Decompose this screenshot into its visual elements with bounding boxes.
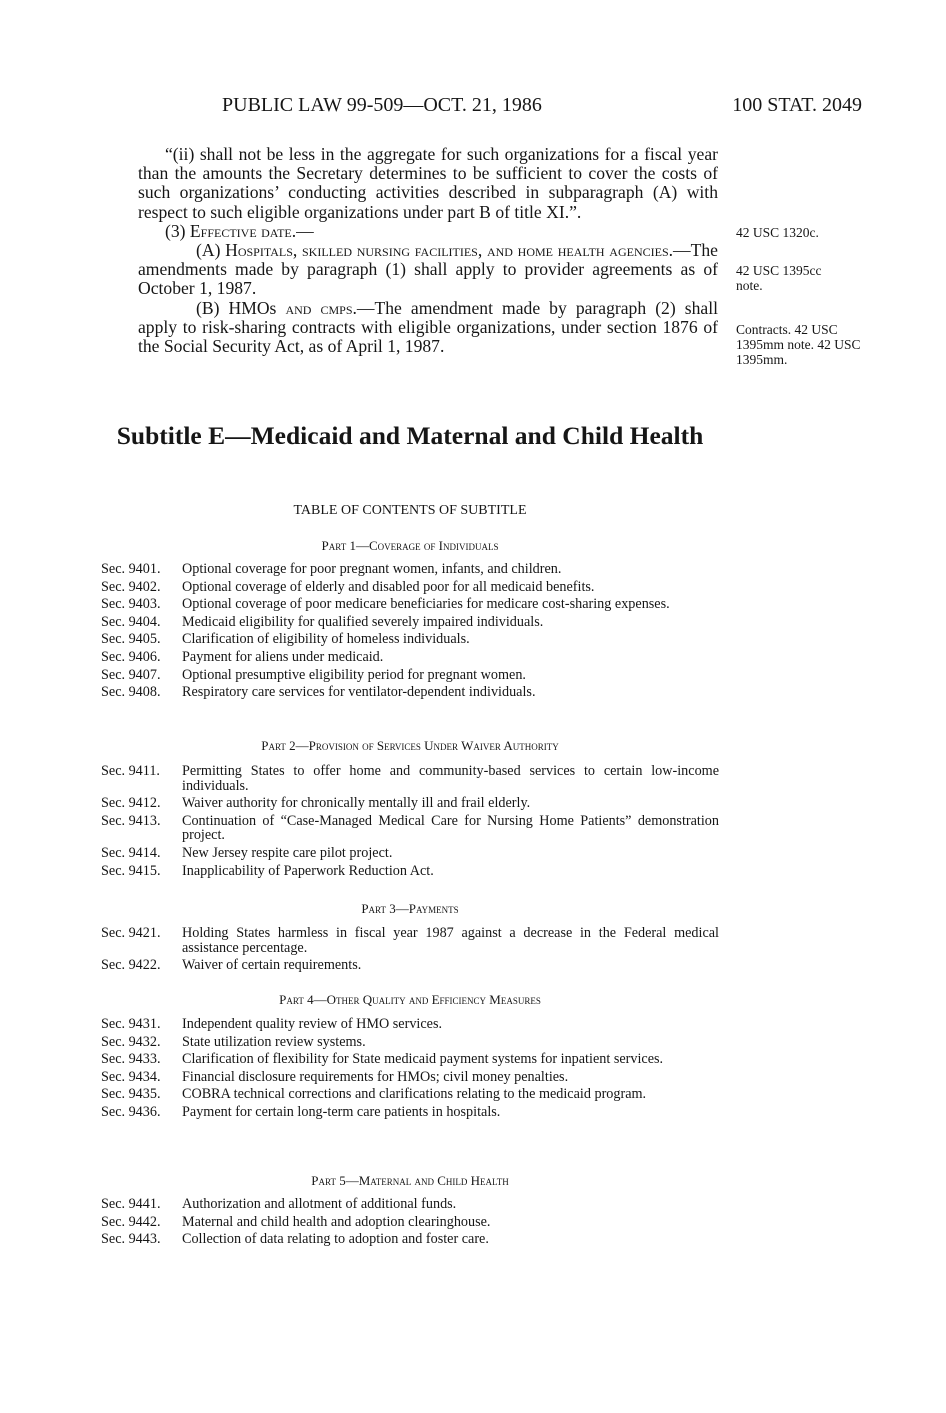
- toc-part-4: [101, 1017, 719, 1123]
- toc-entry: Sec. 9403. Optional coverage of poor medicare beneficiaries for medicare cost-sharing expenses.: [101, 596, 670, 613]
- margin-note: 42 USC 1320c.: [736, 225, 819, 240]
- toc-entry: Sec. 9402. Optional coverage of elderly and disabled poor for all medicaid benefits.: [101, 578, 595, 595]
- toc-entry: Sec. 9421. Holding States harmless in fiscal year 1987 against a decrease in the Federal medical assistance percentage.: [101, 925, 719, 956]
- toc-entry: Sec. 9404. Medicaid eligibility for qualified severely impaired individuals.: [101, 613, 544, 630]
- toc-entry: Sec. 9412. Waiver authority for chronically mentally ill and frail elderly.: [101, 795, 531, 812]
- toc-part-1: [101, 562, 719, 703]
- toc-entry: Sec. 9436. Payment for certain long-term care patients in hospitals.: [101, 1103, 501, 1120]
- header-stat-citation: 100 STAT. 2049: [732, 94, 862, 116]
- toc-entry: Sec. 9413. Continuation of “Case-Managed Medical Care for Nursing Home Patients” demonstration project.: [101, 812, 719, 844]
- toc-entry: Sec. 9435. COBRA technical corrections and clarifications relating to the medicaid program.: [101, 1086, 647, 1103]
- paragraph-3B-heading: and cmps.: [285, 297, 357, 318]
- toc-entry: Sec. 9401. Optional coverage for poor pregnant women, infants, and children.: [101, 561, 562, 577]
- subtitle-heading: Subtitle E—Medicaid and Maternal and Child Health: [116, 421, 704, 450]
- toc-entry: Sec. 9443. Collection of data relating to adoption and foster care.: [101, 1231, 489, 1248]
- paragraph-3-heading: Effective date.—: [189, 220, 314, 241]
- toc-entry: Sec. 9422. Waiver of certain requirements.: [101, 957, 362, 974]
- toc-entry: Sec. 9415. Inapplicability of Paperwork Reduction Act.: [101, 862, 434, 879]
- toc-entry: Sec. 9406. Payment for aliens under medicaid.: [101, 648, 384, 665]
- toc-entry: Sec. 9432. State utilization review systems.: [101, 1033, 366, 1050]
- continued-text: [138, 145, 718, 356]
- toc-entry: Sec. 9431. Independent quality review of HMO services.: [101, 1016, 443, 1032]
- margin-note: 42 USC 1395cc note.: [736, 263, 822, 293]
- part-heading: Part 2—Provision of Services Under Waiver Authority: [261, 738, 559, 753]
- paragraph-3A: (A) Hospitals, skilled nursing facilities, and home health agencies.—The amendments made by paragraph (1) shall apply to provider agreements as of October 1, 1987.: [138, 240, 718, 299]
- toc-entry: Sec. 9408. Respiratory care services for ventilator-dependent individuals.: [101, 684, 536, 701]
- toc-entry: Sec. 9434. Financial disclosure requirements for HMOs; civil money penalties.: [101, 1068, 569, 1085]
- header-law-citation: PUBLIC LAW 99-509—OCT. 21, 1986: [222, 94, 542, 116]
- part-heading: Part 1—Coverage of Individuals: [321, 538, 499, 553]
- toc-entry: Sec. 9407. Optional presumptive eligibility period for pregnant women.: [101, 666, 526, 683]
- toc-part-2: [101, 764, 719, 881]
- part-heading: Part 5—Maternal and Child Health: [311, 1173, 509, 1188]
- toc-entry: Sec. 9411. Permitting States to offer home and community-based services to certain low-income individuals.: [101, 763, 719, 794]
- paragraph-3A-heading: Hospitals, skilled nursing facilities, and home health agencies.: [225, 240, 674, 261]
- margin-note: Contracts. 42 USC 1395mm note. 42 USC 1395mm.: [736, 322, 861, 367]
- toc-entry: Sec. 9442. Maternal and child health and adoption clearinghouse.: [101, 1213, 491, 1230]
- paragraph-3B: (B) HMOs and cmps.—The amendment made by paragraph (2) shall apply to risk-sharing contracts with eligible organizations, under section 1876 of the Social Security Act, as of April 1, 1987.: [138, 297, 718, 357]
- paragraph-3: (3) Effective date.—: [165, 220, 314, 241]
- toc-part-3: [101, 926, 719, 976]
- toc-entry: Sec. 9414. New Jersey respite care pilot project.: [101, 844, 393, 861]
- part-heading: Part 3—Payments: [361, 901, 459, 916]
- running-header: [222, 94, 862, 124]
- toc-entry: Sec. 9433. Clarification of flexibility for State medicaid payment systems for inpatient services.: [101, 1051, 664, 1068]
- paragraph-ii: “(ii) shall not be less in the aggregate for such organizations for a fiscal year than the amounts the Secretary determines to be sufficient to cover the costs of such organizations’ conducting activities described in subparagraph (A) with respect to such eligible organizations under part B of title XI.”.: [138, 144, 718, 222]
- toc-title: TABLE OF CONTENTS OF SUBTITLE: [293, 503, 527, 518]
- toc-part-5: [101, 1197, 719, 1250]
- toc-entry: Sec. 9441. Authorization and allotment of additional funds.: [101, 1196, 457, 1212]
- part-heading: Part 4—Other Quality and Efficiency Measures: [279, 992, 541, 1007]
- toc-entry: Sec. 9405. Clarification of eligibility of homeless individuals.: [101, 631, 470, 648]
